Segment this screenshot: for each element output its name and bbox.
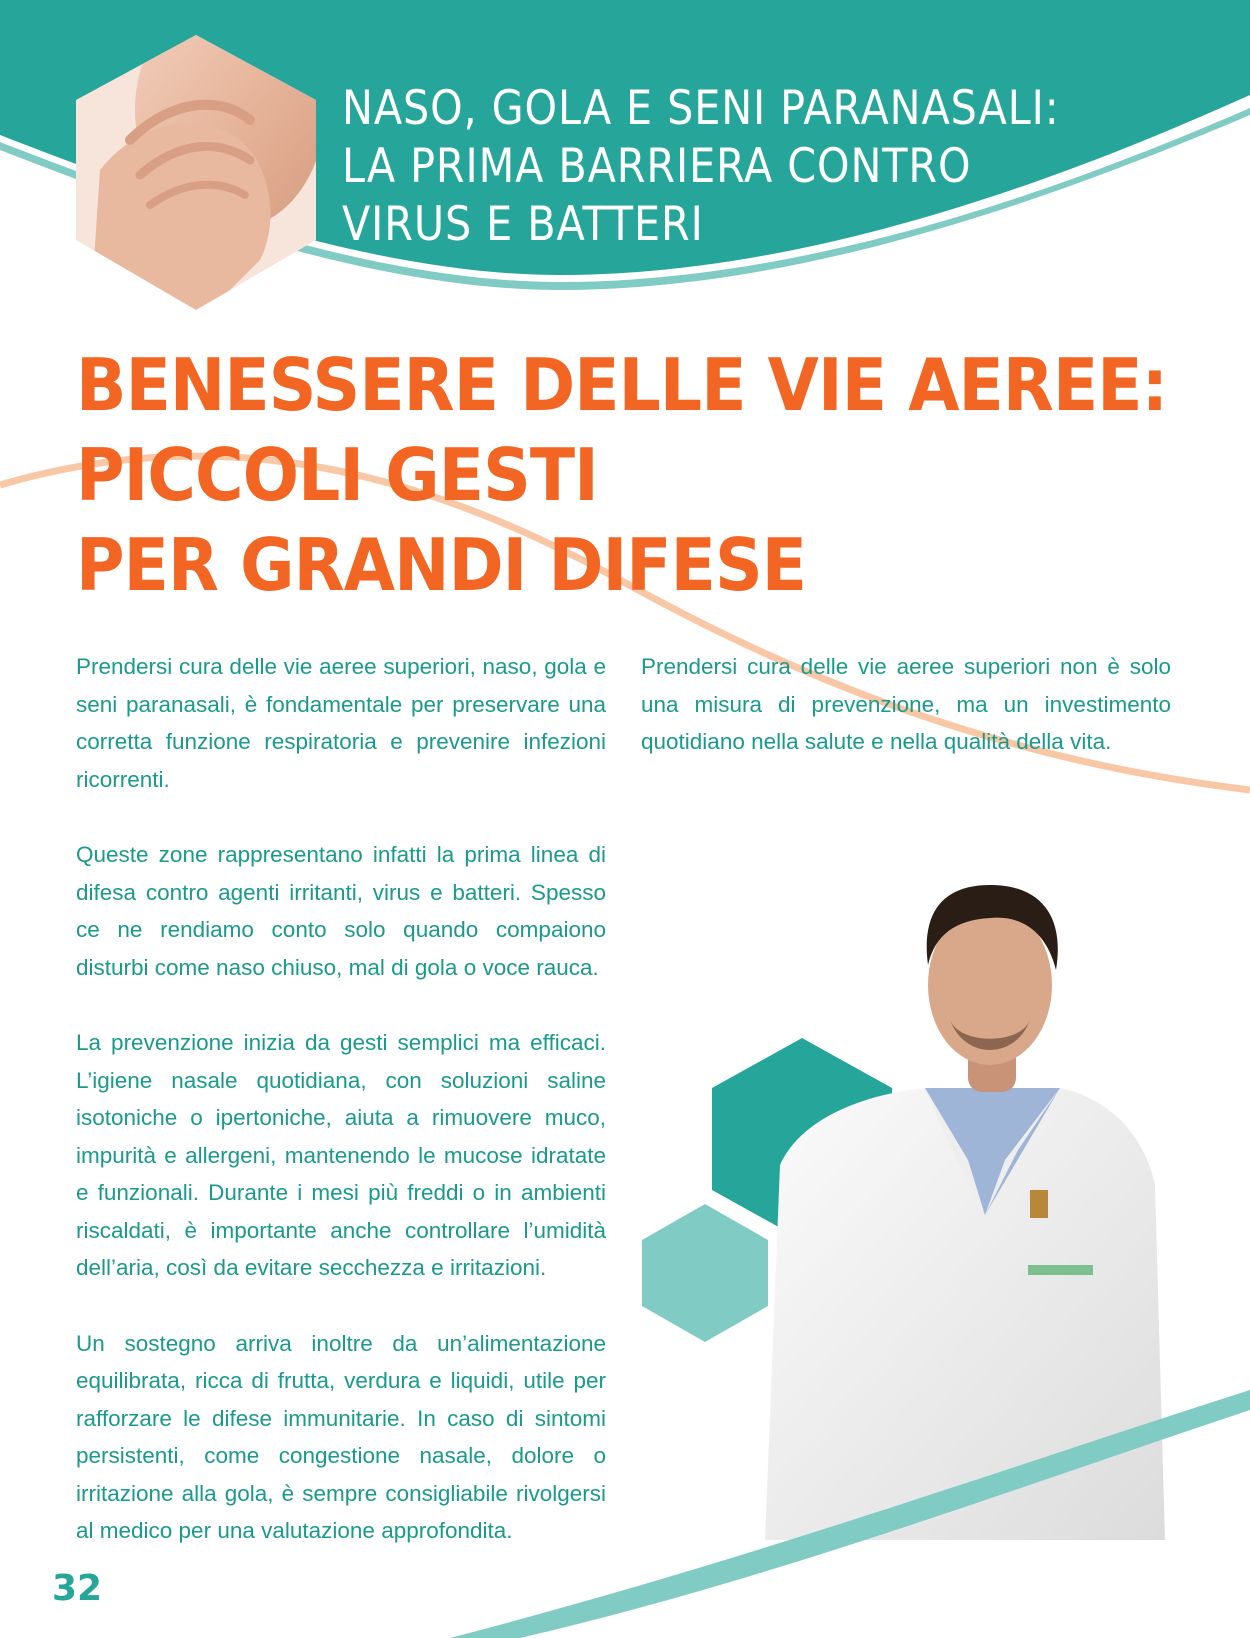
- main-title-line-2: PICCOLI GESTI: [76, 433, 598, 517]
- main-title-line-1: BENESSERE DELLE VIE AEREE:: [76, 343, 1168, 427]
- body-column-left: [76, 648, 606, 1588]
- paragraph: Un sostegno arriva inoltre da un’alimentazione equilibrata, ricca di frutta, verdura e liquidi, utile per rafforzare le difese immunitarie. In caso di sintomi persistenti, come congestione nasale, dolore o irritazione alla gola, è sempre consigliabile rivolgersi al medico per una valutazione approfondita.: [76, 1330, 606, 1543]
- paragraph: Queste zone rappresentano infatti la prima linea di difesa contro agenti irritanti, virus e batteri. Spesso ce ne rendiamo conto solo quando compaiono disturbi come naso chiuso, mal di gola o voce rauca.: [76, 842, 606, 980]
- body-column-right: [641, 648, 1171, 799]
- header-title: [342, 80, 1099, 254]
- main-title-line-3: PER GRANDI DIFESE: [76, 523, 807, 607]
- paragraph: Prendersi cura delle vie aeree superiori non è solo una misura di prevenzione, ma un investimento quotidiano nella salute e nella qualità della vita.: [641, 654, 1171, 754]
- page-number: 32: [52, 1568, 103, 1609]
- paragraph: Prendersi cura delle vie aeree superiori, naso, gola e seni paranasali, è fondamentale per preservare una corretta funzione respiratoria e prevenire infezioni ricorrenti.: [76, 654, 606, 792]
- header-title-line-2: LA PRIMA BARRIERA CONTRO: [342, 139, 972, 194]
- header-title-line-3: VIRUS E BATTERI: [342, 197, 704, 252]
- header-title-line-1: NASO, GOLA E SENI PARANASALI:: [342, 81, 1060, 136]
- paragraph: La prevenzione inizia da gesti semplici ma efficaci. L’igiene nasale quotidiana, con soluzioni saline isotoniche o ipertoniche, aiuta a rimuovere muco, impurità e allergeni, mantenendo le mucose idratate e funzionali. Durante i mesi più freddi o in ambienti riscaldati, è importante anche controllare l’umidità dell’aria, così da evitare secchezza e irritazioni.: [76, 1030, 606, 1280]
- main-title: [76, 340, 1168, 610]
- decor-hexagon-light: [642, 1204, 768, 1342]
